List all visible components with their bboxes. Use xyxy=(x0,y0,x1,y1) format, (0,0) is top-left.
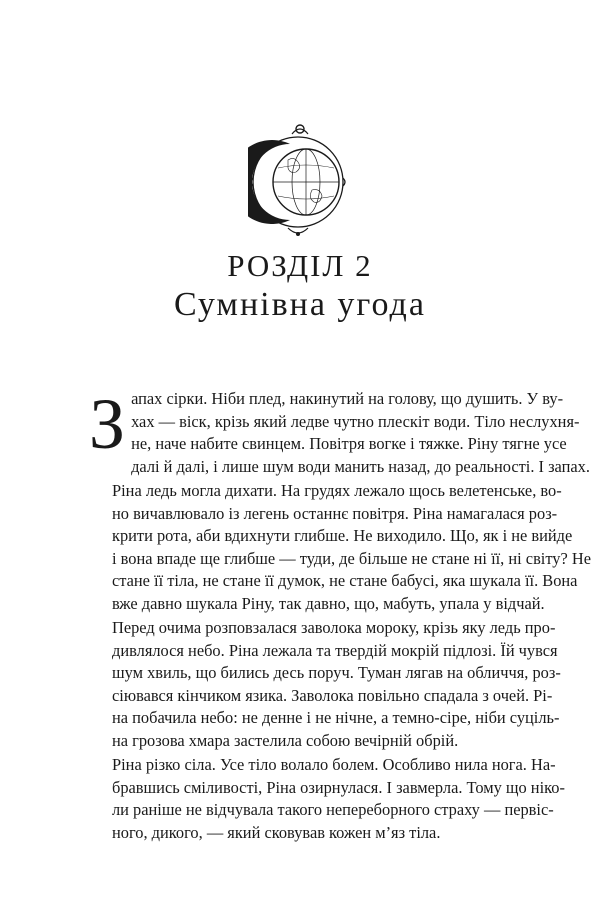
text-line: бравшись сміливості, Ріна озирнулася. І завмерла. Тому що ніко- xyxy=(112,777,565,797)
text-line: далі й далі, і лише шум води манить назад, до реальності. І запах. xyxy=(131,456,590,476)
text-line: Ріна різко сіла. Усе тіло волало болем. Особливо нила нога. На- xyxy=(112,755,556,774)
text-line: ли раніше не відчувала такого непереборного страху — первіс- xyxy=(112,800,554,819)
text-line: вже давно шукала Ріну, так давно, що, мабуть, упала у відчай. xyxy=(112,593,545,613)
text-line: і вона впаде ще глибше — туди, де більше не стане ні її, ні світу? Не xyxy=(112,548,591,568)
moon-globe-emblem-icon xyxy=(248,120,348,242)
text-line: сіювався кінчиком язика. Заволока повільно спадала з очей. Рі- xyxy=(112,685,553,705)
text-line: дивлялося небо. Ріна лежала та твердій мокрій підлозі. Їй чувся xyxy=(112,640,558,660)
text-line: не, наче набите свинцем. Повітря вогке і тяжке. Ріну тягне усе xyxy=(131,434,567,453)
chapter-title: Сумнівна угода xyxy=(174,286,426,323)
chapter-number: РОЗДІЛ 2 xyxy=(227,248,373,283)
paragraph-1 xyxy=(89,384,590,478)
paragraph-4 xyxy=(89,754,565,844)
text-line: хах — віск, крізь який ледве чутно плескіт води. Тіло неслухня- xyxy=(131,411,580,431)
text-line: стане її тіла, не стане її думок, не стане бабусі, яка шукала її. Вона xyxy=(112,571,578,590)
chapter-text xyxy=(89,384,591,844)
text-line: на побачила небо: не денне і не нічне, а темно-сіре, ніби суціль- xyxy=(112,708,560,727)
text-line: крити рота, аби вдихнути глибше. Не виходило. Що, як і не вийде xyxy=(112,526,573,545)
paragraph-2 xyxy=(89,480,591,615)
text-line: шум хвиль, що бились десь поруч. Туман лягав на обличчя, роз- xyxy=(112,663,561,682)
text-line: но вичавлювало із легень останнє повітря. Ріна намагалася роз- xyxy=(112,503,558,523)
text-line: ного, дикого, — який сковував кожен м’яз тіла. xyxy=(112,822,441,842)
text-line: апах сірки. Ніби плед, накинутий на голову, що душить. У ву- xyxy=(131,389,564,408)
text-line: на грозова хмара застелила собою вечірній обрій. xyxy=(112,730,459,750)
paragraph-3 xyxy=(89,617,561,752)
drop-cap: З xyxy=(89,384,126,464)
text-line: Перед очима розповзалася заволока мороку, крізь яку ледь про- xyxy=(112,618,556,637)
text-line: Ріна ледь могла дихати. На грудях лежало щось велетенське, во- xyxy=(112,481,562,500)
